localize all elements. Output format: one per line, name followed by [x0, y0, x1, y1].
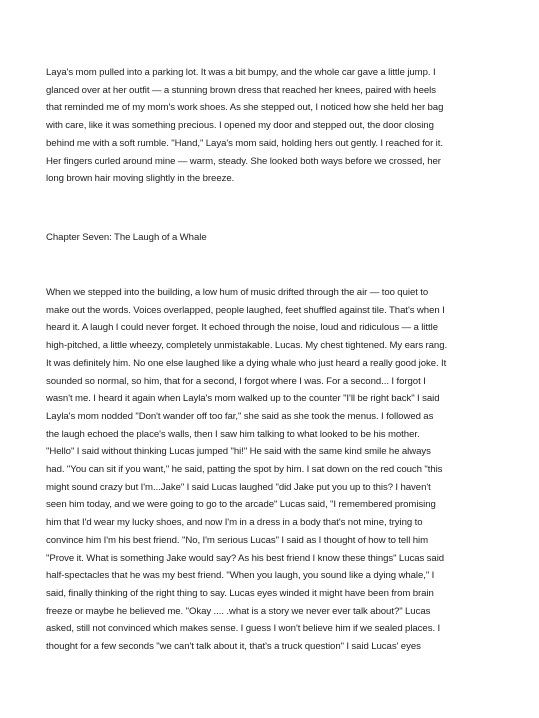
paragraph-intro: Laya's mom pulled into a parking lot. It was a bit bumpy, and the whole car gave a little jump. I glanced over at her outfit — a stunning brown dress that reached her knees, paired with heels that reminded me of my mom's work shoes. As she stepped out, I noticed how she held her bag with care, like it was something precious. I opened my door and stepped out, the door closing behind me with a soft rumble. "Hand," Laya's mom said, holding hers out gently. I reached for it. Her fingers curled around mine — warm, steady. She looked both ways before we crossed, her long brown hair moving slightly in the breeze. [46, 67, 444, 185]
chapter-heading: Chapter Seven: The Laugh of a Whale [46, 232, 207, 243]
paragraph-chapter-body: When we stepped into the building, a low hum of music drifted through the air — too quiet to make out the words. Voices overlapped, people laughed, feet shuffled against tile. That's when I heard it. A laugh I could never forget. It echoed through the noise, loud and ridiculous — a little high-pitched, a little wheezy, completely unmistakable. Lucas. My chest tightened. My ears rang. It was definitely him. No one else laughed like a dying whale who just heard a really good joke. It sounded so normal, so him, that for a second, I forgot where I was. For a second... I forgot I wasn't me. I heard it again when Layla's mom walked up to the counter "I'll be right back" I said Layla's mom nodded "Don't wander off too far," she said as she took the menus. I followed as the laugh echoed the place's walls, then I saw him talking to what looked to be his mother. "Hello" I said without thinking Lucas jumped "hi!" He said with the same kind smile he always had. "You can sit if you want," he said, patting the spot by him. I sat down on the red couch "this might sound crazy but I'm...Jake" I said Lucas laughed "did Jake put you up to this? I haven't seen him today, and we were going to go to the arcade" Lucas said, "I remembered promising him that I'd wear my lucky shoes, and now I'm in a dress in a body that's not mine, trying to convince him I'm his best friend. "No, I'm serious Lucas" I said as I thought of how to tell him "Prove it. What is something Jake would say? As his best friend I know these things" Lucas said half-spectacles that he was my best friend. "When you laugh, you sound like a dying whale," I said, finally thinking of the right thing to say. Lucas eyes winded it might have been from brain freeze or maybe he believed me. "Okay .... .what is a story we never ever talk about?" Lucas asked, still not convinced which makes sense. I guess I won't believe him if we sealed places. I thought for a few seconds "we can't talk about it, that's a truck question" I said Lucas' eyes [46, 287, 448, 653]
